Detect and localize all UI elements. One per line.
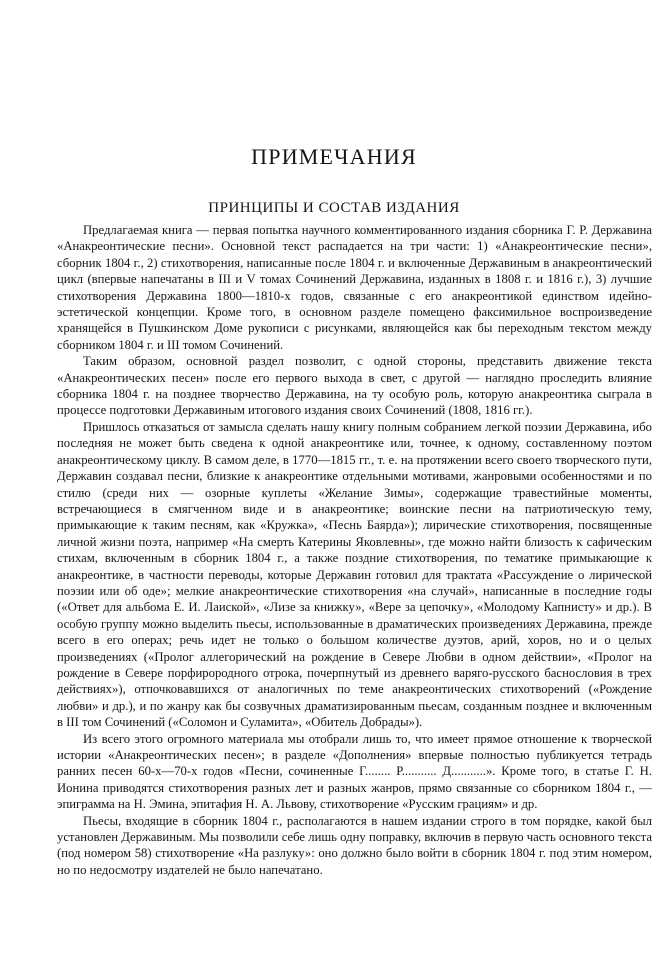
- paragraph: Из всего этого огромного материала мы отобрали лишь то, что имеет прямое отношение к творческой истории «Анакреонтических песен»; в разделе «Дополнения» впервые полностью публикуется тетрадь ранних песен 60-х—70-х годов «Песни, сочиненные Г........ Р........... Д...........». Кроме того, в статье Г. Н. Ионина приводятся стихотворения разных лет и разных жанров, прямо связанные со сборником 1804 г., — эпиграмма на Н. Эмина, эпитафия Н. А. Львову, стихотворение «Русским грациям» и др.: [57, 731, 652, 812]
- body-text: [57, 222, 652, 878]
- section-heading: ПРИНЦИПЫ И СОСТАВ ИЗДАНИЯ: [208, 200, 460, 216]
- paragraph: Пьесы, входящие в сборник 1804 г., располагаются в нашем издании строго в том порядке, какой был установлен Державиным. Мы позволили себе лишь одну поправку, включив в первую часть основного текста (под номером 58) стихотворение «На разлуку»: оно должно было войти в сборник 1804 г. под этим номером, но по недосмотру издателей не было напечатано.: [57, 813, 652, 877]
- paragraph: Пришлось отказаться от замысла сделать нашу книгу полным собранием легкой поэзии Державина, ибо последняя не может быть сведена к одной анакреонтике или, точнее, к одному, составленному поэтом анакреонтическому циклу. В самом деле, в 1770—1815 гг., т. е. на протяжении всего своего творческого пути, Державин создавал песни, близкие к анакреонтике отдельными мотивами, жанровыми особенностями и по стилю (среди них — озорные куплеты «Желание Зимы», содержащие травестийные моменты, встречающиеся в смягченном виде и в анакреонтике; воинские песни на патриотическую тему, примыкающие к таким песням, как «Кружка», «Песнь Баярда»); лирические стихотворения, посвященные личной жизни поэта, например «На смерть Катерины Яковлевны», где можно найти близость к сафическим стихам, включенным в сборник 1804 г., а также поздние стихотворения, по тематике примыкающие к анакреонтике, в частности переводы, которые Державин готовил для трактата «Рассуждение о лирической поэзии или об оде»; мелкие анакреонтические стихотворения «на случай», написанные в последние годы («Ответ для альбома Е. И. Лаиской», «Лизе за книжку», «Вере за цепочку», «Молодому Капнисту» и др.). В особую группу можно выделить пьесы, использованные в драматических произведениях Державина, прежде всего в его операх; речь идет не только о большом количестве дуэтов, арий, хоров, но и о целых произведениях («Пролог аллегорический на рождение в Севере Любви в одном действии», «Пролог на рождение в Севере порфирородного отрока, почерпнутый из древнего варяго-русского баснословия в трех действиях»), отпочковавшихся от аналогичных по теме анакреонтических стихотворений («Рождение любви» и др.), и по жанру как бы созвучных драматизированным пьесам, созданным позднее и включенным в III том Сочинений («Соломон и Суламита», «Обитель Добрады»).: [57, 419, 652, 730]
- page-title: ПРИМЕЧАНИЯ: [251, 144, 417, 169]
- paragraph: Предлагаемая книга — первая попытка научного комментированного издания сборника Г. Р. Державина «Анакреонтические песни». Основной текст распадается на три части: 1) «Анакреонтические песни», сборник 1804 г., 2) стихотворения, написанные после 1804 г. и включенные Державиным в анакреонтический цикл (впервые напечатаны в III и V томах Сочинений Державина, изданных в 1808 г. и 1816 г.), 3) лучшие стихотворения Державина 1800—1810-х годов, связанные с его анакреонтикой единством идейно-эстетической концепции. Кроме того, в основном разделе помещено факсимильное воспроизведение хранящейся в Пушкинском Доме рукописи с рисунками, являющейся как бы переходным текстом между сборником 1804 г. и III томом Сочинений.: [57, 223, 652, 352]
- paragraph: Таким образом, основной раздел позволит, с одной стороны, представить движение текста «Анакреонтических песен» после его первого выхода в свет, с другой — наглядно проследить влияние сборника 1804 г. на позднее творчество Державина, на ту особую роль, которую анакреонтика сыграла в процессе подготовки Державиным итогового издания своих Сочинений (1808, 1816 гг.).: [57, 354, 652, 418]
